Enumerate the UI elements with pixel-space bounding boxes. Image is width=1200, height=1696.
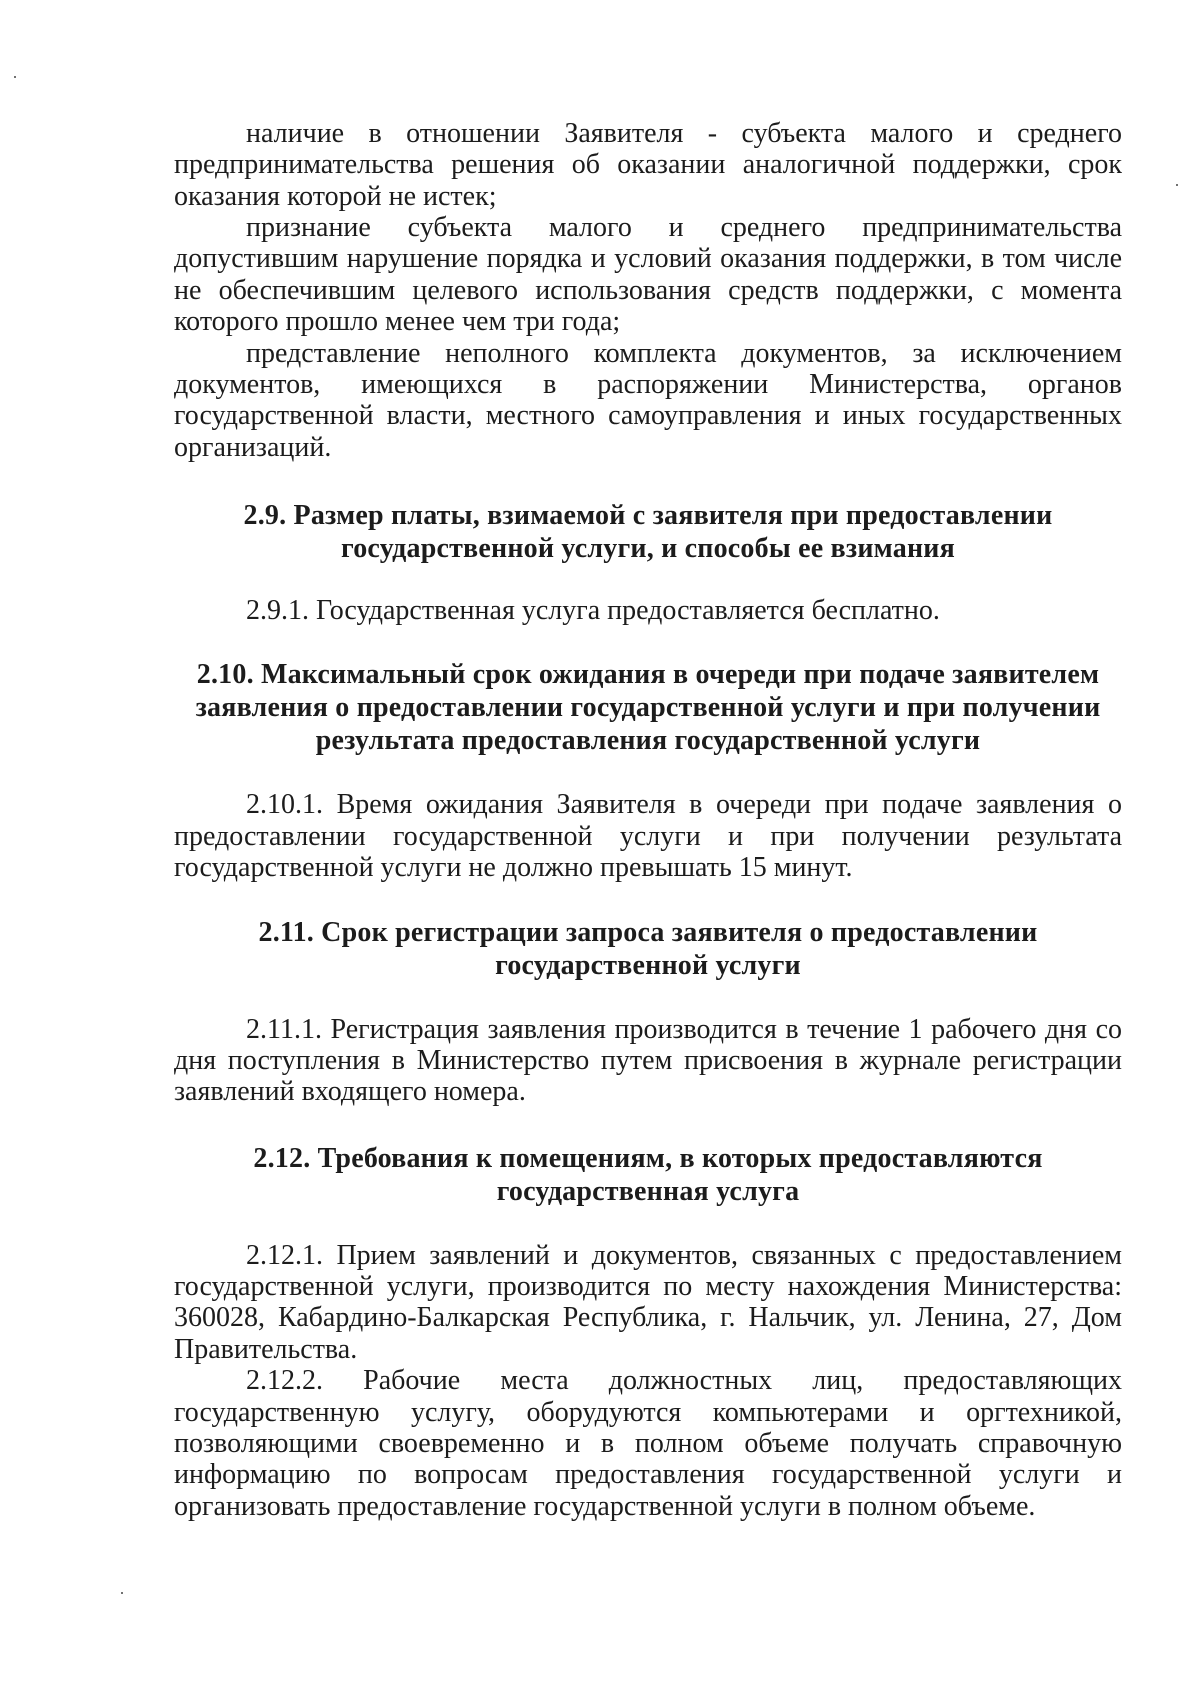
scan-speck [121, 1592, 123, 1594]
section-heading-2-10: 2.10. Максимальный срок ожидания в очереди при подаче заявителем заявления о предоставлении государственной услуги и при получении результата предоставления государственной услуги [195, 659, 1101, 757]
paragraph-2-12-1: 2.12.1. Прием заявлений и документов, связанных с предоставлением государственной услуги, производится по месту нахождения Министерства: 360028, Кабардино-Балкарская Республика, г. Нальчик, ул. Ленина, 27, Дом Правительства. [174, 1239, 1122, 1365]
scan-speck [14, 76, 16, 78]
scan-speck [1176, 184, 1178, 186]
paragraph-2-12-2: 2.12.2. Рабочие места должностных лиц, предоставляющих государственную услугу, оборудуются компьютерами и оргтехникой, позволяющими своевременно и в полном объеме получать справочную информацию по вопросам предоставления государственной услуги и организовать предоставление государственной услуги в полном объеме. [174, 1365, 1122, 1522]
section-heading-2-12: 2.12. Требования к помещениям, в которых предоставляются государственная услуга [253, 1142, 1043, 1207]
paragraph-2-10-1: 2.10.1. Время ожидания Заявителя в очереди при подаче заявления о предоставлении государственной услуги и при получении результата государственной услуги не должно превышать 15 минут. [174, 789, 1122, 884]
section-heading-2-9: 2.9. Размер платы, взимаемой с заявителя при предоставлении государственной услуги, и способы ее взимания [243, 499, 1053, 564]
section-heading-2-11: 2.11. Срок регистрации запроса заявителя о предоставлении государственной услуги [258, 916, 1038, 981]
document-body [174, 118, 1122, 1522]
paragraph-incomplete-docs: представление неполного комплекта документов, за исключением документов, имеющихся в распоряжении Министерства, органов государственной власти, местного самоуправления и иных государственных организаций. [174, 337, 1122, 463]
paragraph-2-9-1: 2.9.1. Государственная услуга предоставляется бесплатно. [246, 595, 940, 627]
paragraph-similar-support: наличие в отношении Заявителя - субъекта малого и среднего предпринимательства решения об оказании аналогичной поддержки, срок оказания которой не истек; [174, 118, 1122, 212]
paragraph-violation: признание субъекта малого и среднего предпринимательства допустившим нарушение порядка и условий оказания поддержки, в том числе не обеспечившим целевого использования средств поддержки, с момента которого прошло менее чем три года; [174, 212, 1122, 338]
paragraph-2-11-1: 2.11.1. Регистрация заявления производится в течение 1 рабочего дня со дня поступления в Министерство путем присвоения в журнале регистрации заявлений входящего номера. [174, 1013, 1122, 1108]
